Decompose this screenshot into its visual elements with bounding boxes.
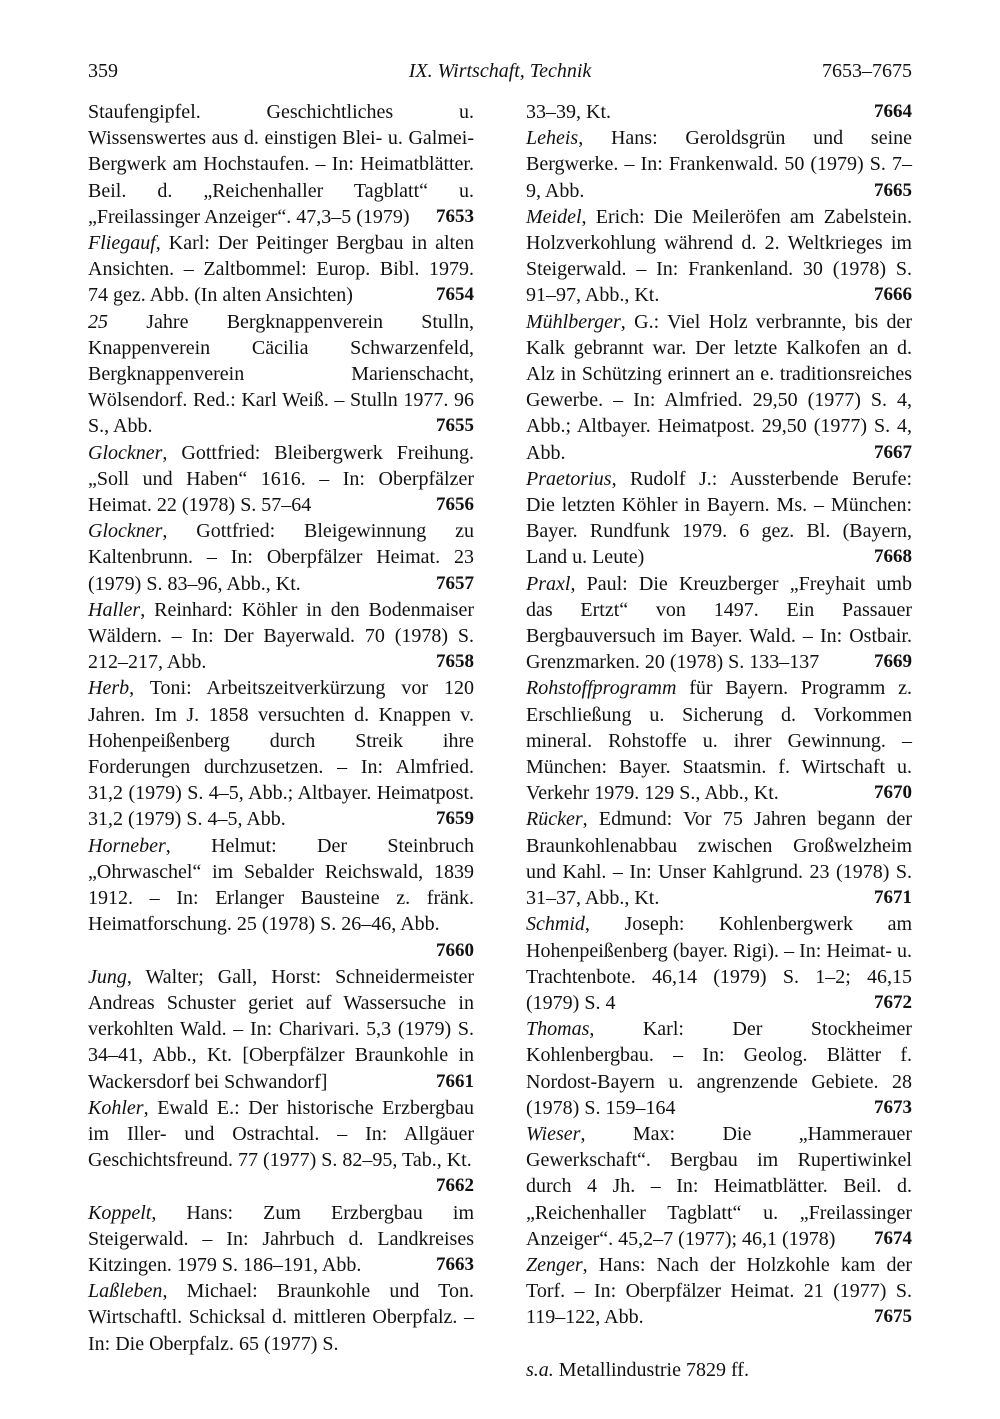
entry-number: 7658 xyxy=(436,651,474,673)
see-also-reference xyxy=(526,1357,912,1383)
entry-text: , Max: Die „Hammerauer Gewerkschaft“. Bergbau im Rupertiwinkel durch 4 Jh. – In: Heimatblätter. Beil. d. „Reichenhaller Tagblatt“ u. „Freilassinger Anzeiger“. 45,2–7 (1977); 46,1 (1978) xyxy=(526,1122,912,1250)
entry-text: , Michael: Braunkohle und Ton. Wirtschaftl. Schicksal d. mittleren Oberpfalz. – In: Die Oberpfalz. 65 (1977) S. xyxy=(88,1280,474,1355)
bibliography-entry xyxy=(88,964,474,1095)
entry-text: , Rudolf J.: Aussterbende Berufe: Die letzten Köhler in Bayern. Ms. – München: Bayer. Rundfunk 1979. 6 gez. Bl. (Bayern, Land u. Leute) xyxy=(526,467,912,569)
entry-text: , Karl: Der Stockheimer Kohlenbergbau. – In: Geolog. Blätter f. Nordost-Bayern u. angrenzende Gebiete. 28 (1978) S. 159–164 xyxy=(526,1018,912,1119)
bibliography-entry xyxy=(526,309,912,466)
entry-author: Wieser xyxy=(526,1122,581,1145)
bibliography-entry xyxy=(88,309,474,440)
entry-author: Thomas xyxy=(526,1018,590,1041)
bibliography-entry xyxy=(526,466,912,571)
entry-author: 25 xyxy=(88,310,108,333)
entry-number: 7656 xyxy=(436,494,474,516)
entry-author: Rücker xyxy=(526,808,583,831)
see-also-prefix: s.a. xyxy=(526,1358,554,1381)
entry-text: , Gottfried: Bleigewinnung zu Kaltenbrunn. – In: Oberpfälzer Heimat. 23 (1979) S. 83–96, Abb., Kt. xyxy=(88,520,474,595)
bibliography-entry xyxy=(88,833,474,964)
entry-author: Mühlberger xyxy=(526,310,621,333)
entry-number: 7672 xyxy=(874,991,912,1013)
bibliography-entry xyxy=(88,597,474,676)
entry-text: , Hans: Geroldsgrün und seine Bergwerke. – In: Frankenwald. 50 (1979) S. 7–9, Abb. xyxy=(526,127,912,202)
entry-number: 7664 xyxy=(874,101,912,122)
entry-author: Jung xyxy=(88,965,127,988)
entry-text: , Toni: Arbeitszeitverkürzung vor 120 Jahren. Im J. 1858 versuchten d. Knappen v. Hohenpeißenberg durch Streik ihre Forderungen durchzusetzen. – In: Almfried. 31,2 (1979) S. 4–5, Abb.; Altbayer. Heimatpost. 31,2 (1979) S. 4–5, Abb. xyxy=(88,677,474,831)
bibliography-entry xyxy=(88,1095,474,1200)
bibliography-entry xyxy=(88,518,474,597)
entry-text: , Hans: Zum Erzbergbau im Steigerwald. – In: Jahrbuch d. Landkreises Kitzingen. 1979 S. 186–191, Abb. xyxy=(88,1201,474,1276)
entry-number: 7663 xyxy=(436,1253,474,1275)
entry-number: 7659 xyxy=(436,808,474,830)
entry-number: 7653 xyxy=(436,205,474,227)
entry-text: , Walter; Gall, Horst: Schneidermeister Andreas Schuster geriet auf Wassersuche in verkohlten Wald. – In: Charivari. 5,3 (1979) S. 34–41, Abb., Kt. [Oberpfälzer Braunkohle in Wackersdorf bei Schwandorf] xyxy=(88,965,474,1093)
entry-range: 7653–7675 xyxy=(822,60,912,82)
entry-number: 7667 xyxy=(874,441,912,463)
bibliography-entry xyxy=(88,230,474,309)
entry-number: 7670 xyxy=(874,782,912,804)
entry-author: Leheis xyxy=(526,127,579,150)
bibliography-entry xyxy=(88,440,474,519)
bibliography-entry xyxy=(88,1278,474,1357)
bibliography-entry xyxy=(526,911,912,1016)
entry-text: , Edmund: Vor 75 Jahren begann der Braunkohlenabbau zwischen Großwelzheim und Kahl. – In: Unser Kahlgrund. 23 (1978) S. 31–37, Abb., Kt. xyxy=(526,808,912,910)
entry-number: 7675 xyxy=(874,1306,912,1328)
bibliography-entry xyxy=(88,1200,474,1279)
entry-text: , Helmut: Der Steinbruch „Ohrwaschel“ im Sebalder Reichswald, 1839 1912. – In: Erlanger Bausteine z. fränk. Heimatforschung. 25 (1978) S. 26–46, Abb. xyxy=(88,834,474,936)
bibliography-entry xyxy=(526,1016,912,1121)
entry-number: 7654 xyxy=(436,284,474,306)
page-header xyxy=(88,60,912,90)
bibliography-entry xyxy=(526,1121,912,1252)
entry-number: 7661 xyxy=(436,1070,474,1092)
bibliography-entry xyxy=(88,675,474,832)
entry-text: 33–39, Kt. xyxy=(526,101,611,123)
entry-text: Staufengipfel. Geschichtliches u. Wissenswertes aus d. einstigen Blei- u. Galmei-Bergwerk am Hochstaufen. – In: Heimatblätter. Beil. d. „Reichenhaller Tagblatt“ u. „Freilassinger Anzeiger“. 47,3–5 (1979) xyxy=(88,101,474,228)
bibliography-entry xyxy=(526,675,912,806)
entry-number: 7671 xyxy=(874,887,912,909)
entry-author: Koppelt xyxy=(88,1201,152,1224)
entry-author: Glockner xyxy=(88,520,163,543)
entry-number: 7666 xyxy=(874,284,912,306)
entry-author: Glockner xyxy=(88,441,163,464)
entry-author: Schmid xyxy=(526,913,585,936)
entry-number: 7673 xyxy=(874,1096,912,1118)
page-number: 359 xyxy=(88,60,118,82)
bibliography-entry xyxy=(526,125,912,204)
entry-number: 7657 xyxy=(436,572,474,594)
entry-number: 7662 xyxy=(436,1175,474,1197)
entry-author: Praetorius xyxy=(526,467,612,490)
bibliography-entry xyxy=(526,1252,912,1331)
entry-text: , Reinhard: Köhler in den Bodenmaiser Wäldern. – In: Der Bayerwald. 70 (1978) S. 212–217, Abb. xyxy=(88,598,474,674)
entry-author: Kohler xyxy=(88,1096,144,1119)
entry-text: für Bayern. Programm z. Erschließung u. Sicherung d. Vorkommen mineral. Rohstoffe u. ihrer Gewinnung. – München: Bayer. Staatsmin. f. Wirtschaft u. Verkehr 1979. 129 S., Abb., Kt. xyxy=(526,677,912,805)
entry-text: , Erich: Die Meileröfen am Zabelstein. Holzverkohlung während d. 2. Weltkrieges im Steigerwald. – In: Frankenland. 30 (1978) S. 91–97, Abb., Kt. xyxy=(526,205,912,307)
entry-author: Meidel xyxy=(526,205,582,228)
entry-text: Jahre Bergknappenverein Stulln, Knappenverein Cäcilia Schwarzenfeld, Bergknappenverein Marienschacht, Wölsendorf. Red.: Karl Weiß. – Stulln 1977. 96 S., Abb. xyxy=(88,310,474,438)
entry-author: Fliegauf xyxy=(88,232,156,255)
entry-number: 7655 xyxy=(436,415,474,437)
entry-author: Haller xyxy=(88,598,141,621)
entry-number: 7668 xyxy=(874,546,912,568)
entry-text: , Gottfried: Bleibergwerk Freihung. „Soll und Haben“ 1616. – In: Oberpfälzer Heimat. 22 (1978) S. 57–64 xyxy=(88,441,474,517)
entry-number: 7669 xyxy=(874,651,912,673)
bibliography-entry xyxy=(526,806,912,911)
entry-author: Horneber xyxy=(88,834,166,857)
left-column xyxy=(88,99,474,1357)
bibliography-entry xyxy=(526,99,912,125)
bibliography-entry xyxy=(88,99,474,230)
entry-author: Praxl xyxy=(526,572,571,595)
entry-text: , Hans: Nach der Holzkohle kam der Torf. – In: Oberpfälzer Heimat. 21 (1977) S. 119–122, Abb. xyxy=(526,1253,912,1329)
entry-author: Zenger xyxy=(526,1253,583,1276)
section-title: IX. Wirtschaft, Technik xyxy=(408,60,592,82)
entry-text: , Karl: Der Peitinger Bergbau in alten Ansichten. – Zaltbommel: Europ. Bibl. 1979. 74 gez. Abb. (In alten Ansichten) xyxy=(88,232,474,307)
right-column xyxy=(526,99,912,1403)
entry-number: 7660 xyxy=(436,939,474,961)
entry-author: Herb xyxy=(88,677,130,700)
entry-text: , G.: Viel Holz verbrannte, bis der Kalk gebrannt war. Der letzte Kalkofen an d. Alz in Schützing erinnert an e. traditionsreiches Gewerbe. – In: Almfried. 29,50 (1977) S. 4, Abb.; Altbayer. Heimatpost. 29,50 (1977) S. 4, Abb. xyxy=(526,310,912,464)
bibliography-entry xyxy=(526,204,912,309)
entry-number: 7665 xyxy=(874,179,912,201)
entry-text: , Paul: Die Kreuzberger „Freyhait umb das Ertzt“ von 1497. Ein Passauer Bergbauversuch im Bayer. Wald. – In: Ostbair. Grenzmarken. 20 (1978) S. 133–137 xyxy=(526,572,912,674)
entry-text: , Ewald E.: Der historische Erzbergbau im Iller- und Ostrachtal. – In: Allgäuer Geschichtsfreund. 77 (1977) S. 82–95, Tab., Kt. xyxy=(88,1096,474,1172)
entry-author: Laßleben xyxy=(88,1280,163,1303)
entry-text: , Joseph: Kohlenbergwerk am Hohenpeißenberg (bayer. Rigi). – In: Heimat- u. Trachtenbote. 46,14 (1979) S. 1–2; 46,15 (1979) S. 4 xyxy=(526,913,912,1014)
entry-author: Rohstoffprogramm xyxy=(526,677,677,700)
entry-number: 7674 xyxy=(874,1227,912,1249)
see-also-text: Metallindustrie 7829 ff. xyxy=(553,1358,749,1381)
bibliography-entry xyxy=(526,571,912,676)
